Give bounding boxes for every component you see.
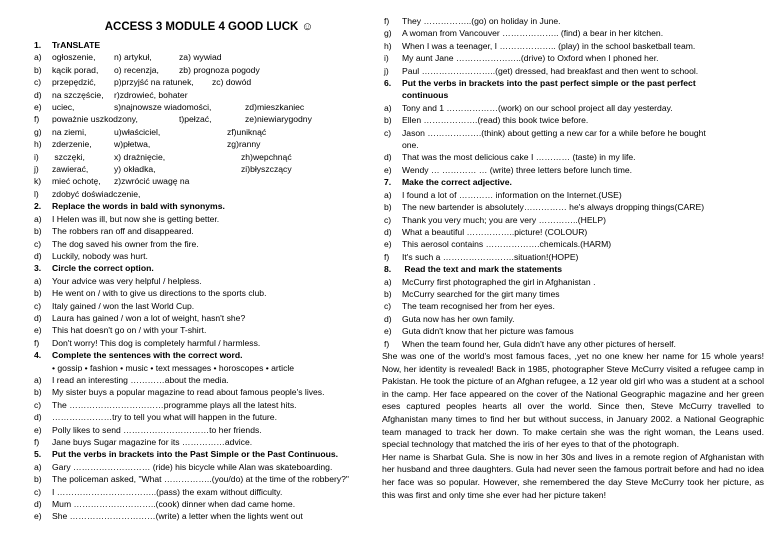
exercise-item: [34, 151, 384, 163]
item-label: f): [384, 251, 390, 262]
item-label: c): [34, 486, 42, 497]
item-text: The ……………………………programme plays all the latest hits.: [52, 399, 297, 410]
vocab-item: o) recenzja,: [114, 64, 159, 75]
item-text: one.: [402, 140, 419, 151]
exercise-item: [34, 411, 384, 423]
item-text: Make the correct adjective.: [402, 177, 512, 188]
item-text: Jason ……………….(think) about getting a new car for a while before he bought: [402, 127, 706, 138]
exercise-heading: [384, 263, 764, 275]
item-label: 3.: [34, 263, 42, 274]
item-label: e): [34, 325, 42, 336]
item-label: 1.: [34, 40, 42, 50]
exercise-item: [384, 52, 764, 64]
item-text: My aunt Jane …………………..(drive) to Oxford when I phoned her.: [402, 53, 659, 64]
item-text: I Helen was ill, but now she is getting better.: [52, 213, 220, 224]
vocab-item: p)przyjść na ratunek,: [114, 77, 194, 88]
item-text: Polly likes to send …………………………to her friends.: [52, 424, 262, 435]
item-text: My sister buys a popular magazine to read about famous people's lives.: [52, 387, 325, 398]
left-column: [34, 0, 384, 523]
item-label: 7.: [384, 177, 392, 188]
vocab-item: w)płetwa,: [114, 139, 151, 150]
item-text: Ellen ……………….(read) this book twice before.: [402, 115, 589, 126]
exercise-heading: [34, 39, 384, 51]
item-label: k): [34, 176, 42, 187]
exercise-item: [34, 374, 384, 386]
item-text: …………………try to tell you what will happen in the future.: [52, 412, 277, 423]
exercise-item: [34, 424, 384, 436]
exercise-item: [384, 338, 764, 350]
item-label: d): [384, 226, 392, 237]
exercise-item: [384, 226, 764, 238]
exercise-item: [34, 324, 384, 336]
exercise-item: [384, 251, 764, 263]
exercise-item: [384, 27, 764, 39]
item-text: Complete the sentences with the correct word.: [52, 350, 243, 361]
item-label: c): [384, 301, 392, 312]
item-text: poważnie uszkodzony,: [52, 114, 138, 125]
item-label: e): [384, 239, 392, 250]
item-text: McCurry searched for the girt many times: [402, 288, 560, 299]
exercise-item: [34, 486, 384, 498]
item-label: a): [34, 374, 42, 385]
vocab-item: zi)błyszczący: [241, 164, 292, 175]
exercise-item: [34, 238, 384, 250]
exercise-item: [34, 461, 384, 473]
vocab-item: t)pełzać,: [179, 114, 212, 125]
item-label: c): [384, 214, 392, 225]
item-text: McCurry first photographed the girl in Afghanistan .: [402, 276, 596, 287]
item-label: c): [34, 300, 42, 311]
exercise-item: [384, 325, 764, 337]
item-label: d): [34, 312, 42, 323]
exercise-item: [384, 214, 764, 226]
item-text: The policeman asked, "What ……………..(you/do) at the time of the robbery?": [52, 474, 349, 485]
item-text: Replace the words in bald with synonyms.: [52, 201, 225, 212]
item-text: It's such a …………………….situation!(HOPE): [402, 251, 579, 262]
item-text: Gary ……………………… (ride) his bicycle while Alan was skateboarding.: [52, 461, 333, 472]
exercise-heading: [34, 448, 384, 460]
exercise-item: [34, 362, 384, 374]
exercise-item: [384, 189, 764, 201]
item-text: I ……………………………..(pass) the exam without difficulty.: [52, 486, 283, 497]
item-text: ogłoszenie,: [52, 52, 96, 63]
right-column: [384, 15, 764, 501]
item-text: • gossip • fashion • music • text messages • horoscopes • article: [52, 362, 295, 373]
item-label: e): [384, 326, 392, 337]
exercise-heading: [384, 77, 764, 89]
item-text: Wendy … ………… … (write) three letters before lunch time.: [402, 164, 633, 175]
item-text: zawierać,: [52, 164, 89, 175]
vocab-item: zh)wepchnąć: [241, 151, 292, 162]
exercise-item: [384, 114, 764, 126]
item-text: Tony and 1 ………………(work) on our school project all day yesterday.: [402, 102, 673, 113]
item-text: This aerosol contains ……………….chemicals.(HARM): [402, 239, 612, 250]
item-label: a): [34, 461, 42, 472]
exercise-item: [34, 275, 384, 287]
item-text: I read an interesting …………about the media.: [52, 374, 229, 385]
item-text: na ziemi,: [52, 126, 87, 137]
item-label: 2.: [34, 201, 42, 212]
item-text: zdobyć doświadczenie,: [52, 188, 141, 199]
item-label: b): [384, 288, 392, 299]
item-label: f): [34, 337, 40, 348]
item-text: Thank you very much; you are very …………..(HELP): [402, 214, 606, 225]
exercise-item: [34, 138, 384, 150]
item-label: 6.: [384, 78, 392, 89]
item-text: Guta didn't know that her picture was famous: [402, 326, 574, 337]
item-label: a): [34, 213, 42, 224]
item-text: He went on / with to give us directions to the sports club.: [52, 288, 267, 299]
item-text: Don't worry! This dog is completely harmful / harmless.: [52, 337, 261, 348]
item-text: kącik porad,: [52, 64, 99, 75]
item-label: 4.: [34, 350, 42, 361]
vocab-item: za) wywiad: [179, 52, 222, 63]
item-label: c): [34, 399, 42, 410]
item-label: b): [34, 64, 42, 75]
exercise-item: [384, 65, 764, 77]
item-text: Italy gained / won the last World Cup.: [52, 300, 195, 311]
item-text: That was the most delicious cake I ………… (taste) in my life.: [402, 152, 636, 163]
exercise-item: [34, 300, 384, 312]
item-label: j): [384, 65, 389, 76]
item-text: Luckily, nobody was hurt.: [52, 250, 148, 261]
exercise-item: [384, 102, 764, 114]
item-label: i): [34, 151, 39, 162]
exercise-item: [34, 510, 384, 522]
exercise-heading: [384, 89, 764, 101]
item-label: c): [34, 77, 42, 88]
item-text: Guta now has her own family.: [402, 313, 515, 324]
item-label: b): [34, 387, 42, 398]
item-label: b): [384, 202, 392, 213]
vocab-item: n) artykuł,: [114, 52, 152, 63]
vocab-item: ze)niewiarygodny: [245, 114, 312, 125]
vocab-item: zg)ranny: [227, 139, 261, 150]
vocab-item: z)zwrócić uwagę na: [114, 176, 190, 187]
exercise-item: [34, 163, 384, 175]
item-label: d): [384, 152, 392, 163]
exercise-item: [384, 300, 764, 312]
item-label: f): [34, 437, 40, 447]
item-text: Mum ………………………..(cook) dinner when dad came home.: [52, 499, 296, 510]
item-text: Put the verbs in brackets into the Past Simple or the Past Continuous.: [52, 449, 339, 460]
exercise-item: [34, 175, 384, 187]
exercise-item: [34, 188, 384, 200]
item-label: d): [34, 89, 42, 100]
item-text: TrANSLATE: [52, 40, 101, 50]
vocab-item: x) drażnięcie,: [114, 151, 166, 162]
item-label: b): [384, 115, 392, 126]
vocab-item: y) okładka,: [114, 164, 156, 175]
exercise-item: [384, 238, 764, 250]
exercise-heading: [384, 176, 764, 188]
item-text: When the team found her, Gula didn't have any other pictures of herself.: [402, 338, 676, 349]
item-label: b): [34, 288, 42, 299]
exercise-item: [384, 127, 764, 139]
exercise-item: [34, 250, 384, 262]
item-label: l): [34, 188, 39, 199]
exercise-heading: [34, 262, 384, 274]
item-label: e): [34, 102, 42, 113]
vocab-item: zd)mieszkaniec: [245, 102, 305, 113]
item-text: mieć ochotę,: [52, 176, 101, 187]
exercise-item: [34, 126, 384, 138]
vocab-item: s)najnowsze wiadomości,: [114, 102, 212, 113]
item-text: przepędzić,: [52, 77, 96, 88]
exercise-item: [384, 313, 764, 325]
vocab-item: r)zdrowieć, bohater: [114, 89, 188, 100]
item-text: This hat doesn't go on / with your T-shirt.: [52, 325, 207, 336]
item-label: e): [34, 511, 42, 522]
item-label: i): [384, 53, 389, 64]
item-label: f): [384, 16, 390, 26]
item-text: They ……………..(go) on holiday in June.: [402, 16, 561, 26]
item-text: When I was a teenager, I ……………….. (play) in the school basketball team.: [402, 40, 696, 51]
exercise-item: [384, 151, 764, 163]
exercise-item: [34, 337, 384, 349]
item-label: d): [384, 313, 392, 324]
item-label: g): [34, 126, 42, 137]
reading-paragraph: Her name is Sharbat Gula. She is now in her 30s and lives in a remote region of Afghanistan with her husband and three daughters. Gula had never seen the famous portrait before and had no idea her face was so popular. However, she remembered the day Steve McCurry took her picture, as this was first and only time she ever had her picture taken!: [382, 451, 764, 500]
item-text: zderzenie,: [52, 139, 92, 150]
item-label: a): [34, 52, 42, 63]
item-text: The dog saved his owner from the fire.: [52, 238, 199, 249]
item-text: continuous: [402, 90, 449, 101]
item-text: What a beautiful ……………..picture! (COLOUR): [402, 226, 588, 237]
item-label: b): [34, 474, 42, 485]
item-label: a): [384, 102, 392, 113]
reading-paragraph: She was one of the world's most famous faces, ,yet no one knew her name for 15 whole years! Now, her identity is revealed! Back in 1985, photographer Steve McCurry visited a refugee camp in Pakistan. He took the picture of an Afghan refugee, a 12 year old girl who was a student at a school in the camp. Her face appeared on the cover of the National Geographic magazine and her green eses captured peoples hearts all over the world. Since then, Steve McCurry travelled to Afghanistan many times to find her but without success, in January 2002. a National Geographic team managed to track her down. To make certain she was the right woman, the Leans used. special technology that matched the iris of her eyes to that of the photograph.: [382, 350, 765, 450]
item-text: Put the verbs in brackets into the past perfect simple or the past perfect: [402, 78, 696, 89]
worksheet-title: ACCESS 3 MODULE 4 GOOD LUCK ☺: [104, 21, 314, 33]
vocab-item: u)właściciel,: [114, 126, 161, 137]
item-label: e): [384, 164, 392, 175]
exercise-item: [34, 287, 384, 299]
item-label: a): [384, 276, 392, 287]
item-label: d): [34, 250, 42, 261]
exercise-item: [384, 40, 764, 52]
item-label: 5.: [34, 449, 42, 460]
item-label: e): [34, 424, 42, 435]
item-label: a): [384, 189, 392, 200]
item-text: uciec,: [52, 102, 75, 113]
exercise-item: [34, 76, 384, 88]
item-text: The team recognised her from her eyes.: [402, 301, 555, 312]
exercise-item: [34, 399, 384, 411]
exercise-item: [34, 473, 384, 485]
item-label: f): [384, 338, 390, 349]
item-text: I found a lot of ………… information on the Internet.(USE): [402, 189, 622, 200]
exercise-item: [34, 113, 384, 125]
item-text: Laura has gained / won a lot of weight, hasn't she?: [52, 312, 246, 323]
item-label: b): [34, 226, 42, 237]
item-text: She …………………………(write) a letter when the lights went out: [52, 511, 303, 522]
exercise-item: [34, 225, 384, 237]
item-label: j): [34, 164, 39, 175]
item-label: d): [34, 412, 42, 423]
item-label: h): [34, 139, 42, 150]
item-label: 8.: [384, 264, 392, 275]
item-text: The robbers ran off and disappeared.: [52, 226, 194, 237]
item-text: Read the text and mark the statements: [402, 264, 562, 275]
item-text: Circle the correct option.: [52, 263, 154, 274]
vocab-item: zc) dowód: [212, 77, 252, 88]
exercise-item: [384, 276, 764, 288]
item-text: Jane buys Sugar magazine for its ……………advice.: [52, 437, 253, 447]
item-text: The new bartender is absolutely…………… he's always dropping things(CARE): [402, 202, 705, 213]
item-label: d): [34, 499, 42, 510]
exercise-item: [384, 139, 764, 151]
item-label: c): [384, 127, 392, 138]
exercise-item: [34, 436, 384, 448]
item-text: szczęki,: [52, 151, 85, 162]
item-text: Paul ……………………..(get) dressed, had breakfast and then went to school.: [402, 65, 699, 76]
exercise-heading: [34, 349, 384, 361]
exercise-item: [384, 288, 764, 300]
exercise-item: [384, 201, 764, 213]
item-label: c): [34, 238, 42, 249]
exercise-item: [34, 101, 384, 113]
exercise-item: [34, 51, 384, 63]
item-label: f): [34, 114, 40, 125]
item-label: a): [34, 275, 42, 286]
item-label: h): [384, 40, 392, 51]
exercise-item: [34, 312, 384, 324]
item-text: A woman from Vancouver ……………….. (find) a bear in her kitchen.: [402, 28, 664, 39]
exercise-item: [34, 213, 384, 225]
exercise-item: [34, 498, 384, 510]
vocab-item: zb) prognoza pogody: [179, 64, 260, 75]
exercise-item: [34, 386, 384, 398]
exercise-item: [34, 89, 384, 101]
item-text: Your advice was very helpful / helpless.: [52, 275, 202, 286]
item-label: g): [384, 28, 392, 39]
exercise-item: [384, 15, 764, 27]
exercise-heading: [34, 200, 384, 212]
exercise-item: [384, 164, 764, 176]
vocab-item: zf)uniknąć: [227, 126, 267, 137]
exercise-item: [34, 64, 384, 76]
item-text: na szczęście,: [52, 89, 104, 100]
